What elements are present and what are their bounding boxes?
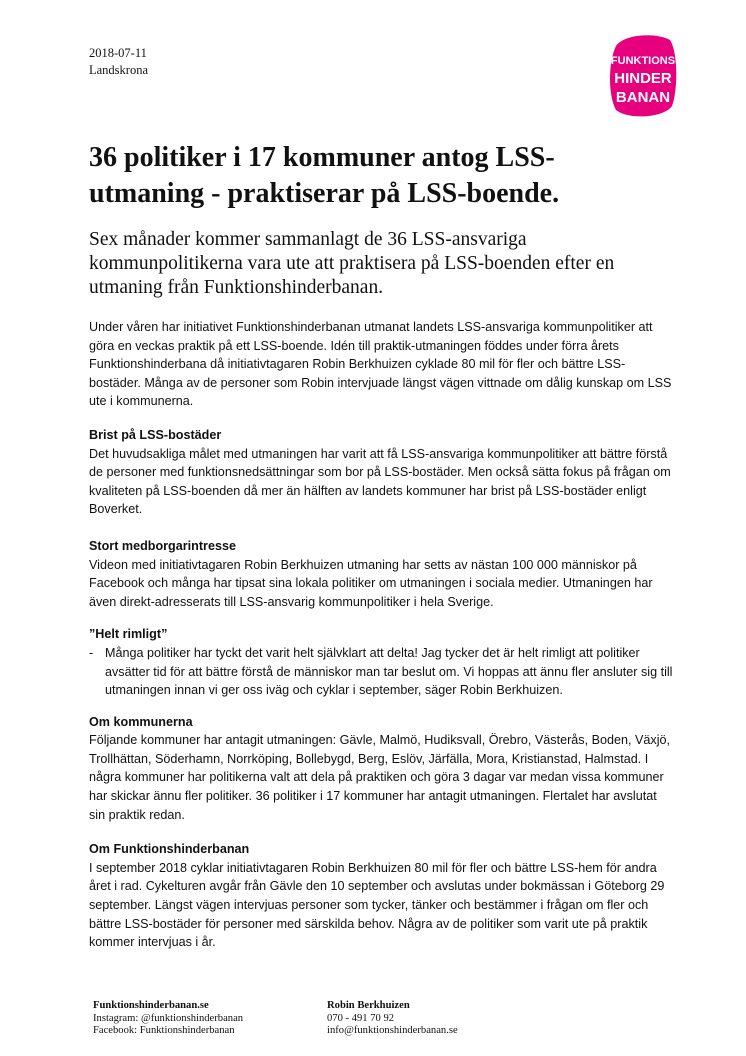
footer-contact-person <box>327 1000 458 1038</box>
footer-email[interactable]: info@funktionshinderbanan.se <box>327 1025 458 1036</box>
section-body-lss-shortage: Det huvudsakliga målet med utmaningen har varit att få LSS-ansvariga kommunpolitiker att bättre förstå de personer med funktionsnedsättningar som bor på LSS-bostäder. Men också sätta fokus på frågan om kvaliteten på LSS-boenden då mer än hälften av landets kommuner har brist på LSS-bostäder enligt Boverket. <box>89 446 671 517</box>
document-place: Landskrona <box>89 63 149 77</box>
logo-graphic <box>608 32 678 120</box>
page-title: 36 politiker i 17 kommuner antog LSS-utmaning - praktiserar på LSS-boende. <box>89 142 560 209</box>
funktionshinderbanan-logo <box>608 32 678 120</box>
section-heading-citizen-interest: Stort medborgarintresse <box>89 538 236 553</box>
footer-contact-name: Robin Berkhuizen <box>327 1000 410 1011</box>
footer-instagram: Instagram: @funktionshinderbanan <box>93 1012 244 1024</box>
section-body-citizen-interest: Videon med initiativtagaren Robin Berkhuizen utmaning har setts av nästan 100 000 människor på Facebook och många har tipsat sina lokala politiker om utmaningen i sociala medier. Utmaningen har även direkt-adresserats till LSS-ansvarig kommunpolitiker i hela Sverige. <box>89 557 653 609</box>
logo-text-line-2: HINDER <box>614 70 672 87</box>
document-date: 2018-07-11 <box>89 46 147 60</box>
section-heading-municipalities: Om kommunerna <box>89 714 193 729</box>
quote-item <box>89 644 673 700</box>
section-heading-about: Om Funktionshinderbanan <box>89 842 250 857</box>
quote-text: Många politiker har tyckt det varit helt självklart att delta! Jag tycker det är helt rimligt att politiker avsätter tid för att bättre förstå de människor man tar beslut om. Vi hoppas att ännu fler ansluter sig till utmaningen innan vi ger oss iväg och cyklar i september, säger Robin Berkhuizen. <box>105 645 673 698</box>
footer-website[interactable]: Funktionshinderbanan.se <box>93 1000 209 1011</box>
logo-text-line-3: BANAN <box>615 89 671 106</box>
footer-contact-organization <box>93 1000 243 1038</box>
document-meta <box>89 45 148 79</box>
article-body <box>89 318 673 952</box>
quote-dash: - <box>89 645 94 660</box>
footer-facebook: Facebook: Funktionshinderbanan <box>93 1025 235 1036</box>
section-heading-lss-shortage: Brist på LSS-bostäder <box>89 427 222 442</box>
logo-text-line-1: FUNKTIONS <box>610 55 676 67</box>
section-body-municipalities: Följande kommuner har antagit utmaningen: Gävle, Malmö, Hudiksvall, Örebro, Västerås, Boden, Växjö, Trollhättan, Söderhamn, Norrköping, Bollebygd, Berg, Eslöv, Järfälla, Mora, Kristianstad, Halmstad. I några kommuner har politikerna valt att dela på praktiken och göra 3 dagar var medan vissa kommuner har skickar ännu fler politiker. 36 politiker i 17 kommuner har antagit utmaningen. Flertalet har avslutat sin praktik redan. <box>89 733 670 822</box>
intro-paragraph: Under våren har initiativet Funktionshinderbanan utmanat landets LSS-ansvariga kommunpolitiker att göra en veckas praktik på ett LSS-boende. Idén till praktik-utmaningen föddes under förra årets Funktionshinderbana då initiativtagaren Robin Berkhuizen cyklade 80 mil för fler och bättre LSS-bostäder. Många av de personer som Robin intervjuade längst vägen vittnade om dålig kunskap om LSS ute i kommunerna. <box>89 320 672 409</box>
section-heading-quote: ”Helt rimligt” <box>89 627 168 642</box>
lead-paragraph: Sex månader kommer sammanlagt de 36 LSS-ansvariga kommunpolitikerna vara ute att praktisera på LSS-boenden efter en utmaning från Funktionshinderbanan. <box>89 229 615 298</box>
footer-phone: 070 - 491 70 92 <box>327 1012 395 1024</box>
section-body-about: I september 2018 cyklar initiativtagaren Robin Berkhuizen 80 mil för fler och bättre LSS-hem för andra året i rad. Cykelturen avgår från Gävle den 10 september och avslutas under bokmässan i Göteborg 29 september. Längst vägen intervjuas personer som tycker, tänker och bestämmer i frågan om fler och bättre LSS-bostäder för personer med särskilda behov. Några av de politiker som varit ute på praktik kommer intervjuas i år. <box>89 860 665 950</box>
